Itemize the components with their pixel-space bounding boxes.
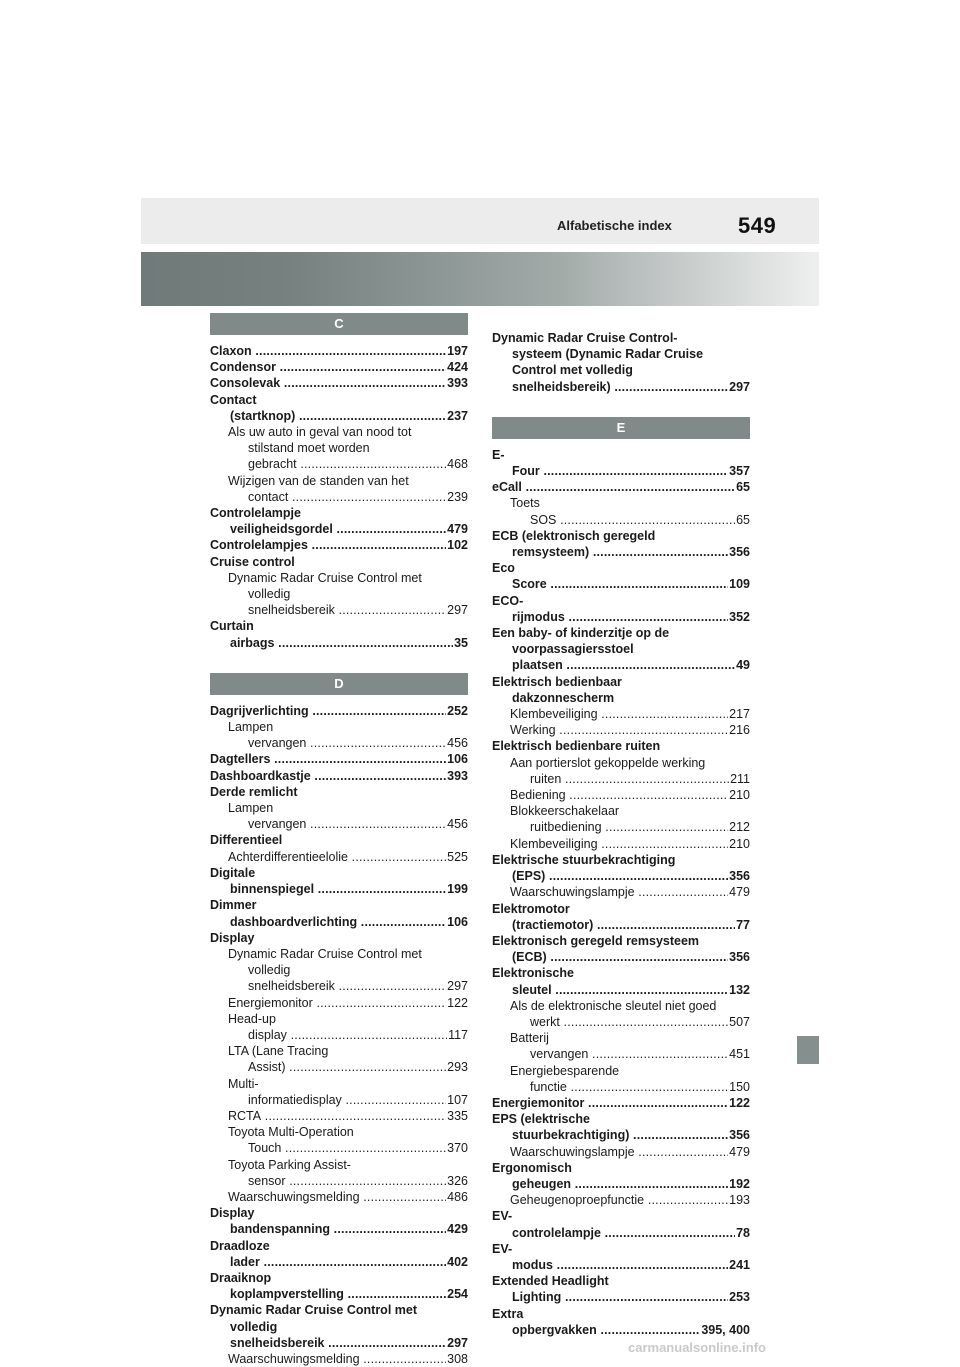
- index-subentry: [210, 1351, 468, 1367]
- index-entry: [210, 392, 468, 424]
- entry-page-number: 357: [729, 464, 750, 479]
- index-entry: [210, 865, 468, 897]
- entry-text: Dynamic Radar Cruise Control-systeem (Dynamic Radar Cruise Control met volledig snelheidsbereik) .....: [492, 330, 750, 395]
- entry-text: Klembeveiliging .....: [510, 706, 750, 722]
- entry-page-number: 456: [447, 817, 468, 832]
- entry-text: Een baby- of kinderzitje op de voorpassagiersstoel plaatsen .....: [492, 625, 750, 674]
- index-entry: [210, 784, 468, 800]
- index-subentry: [210, 1124, 468, 1156]
- entry-page-number: 326: [447, 1173, 468, 1188]
- entry-page-number: 77: [736, 917, 750, 932]
- index-subentry: [210, 1076, 468, 1108]
- index-entry: [492, 1306, 750, 1338]
- index-entry: [492, 1111, 750, 1143]
- entry-text: Toets SOS .....: [510, 495, 750, 527]
- index-subentry: [492, 1063, 750, 1095]
- entry-page-number: 479: [447, 522, 468, 537]
- entry-text: ECB (elektronisch geregeld remsysteem) .....: [492, 528, 750, 560]
- entry-page-number: 297: [447, 1335, 468, 1350]
- entry-page-number: 241: [729, 1257, 750, 1272]
- index-entry: [210, 1205, 468, 1237]
- entry-text: Energiemonitor .....: [228, 995, 468, 1011]
- entry-page-number: 132: [729, 982, 750, 997]
- entry-text: Claxon .....: [210, 343, 468, 359]
- entry-text: Als de elektronische sleutel niet goed werkt .....: [510, 998, 750, 1030]
- entry-text: Controlelampjes .....: [210, 537, 468, 553]
- entry-text: Display bandenspanning .....: [210, 1205, 468, 1237]
- index-subentry: [492, 722, 750, 738]
- entry-text: Lampen vervangen .....: [228, 719, 468, 751]
- entry-text: EV-controlelampje .....: [492, 1208, 750, 1240]
- index-subentry: [492, 998, 750, 1030]
- entry-page-number: 479: [729, 1144, 750, 1159]
- entry-page-number: 122: [447, 995, 468, 1010]
- entry-page-number: 199: [447, 882, 468, 897]
- index-subentry: [210, 849, 468, 865]
- entry-text: Elektromotor (tractiemotor) .....: [492, 901, 750, 933]
- entry-text: Batterij vervangen .....: [510, 1030, 750, 1062]
- entry-page-number: 217: [729, 707, 750, 722]
- index-subentry: [210, 1011, 468, 1043]
- entry-text: Derde remlicht: [210, 784, 298, 799]
- entry-text: Contact (startknop) .....: [210, 392, 468, 424]
- index-entry: [492, 528, 750, 560]
- index-subentry: [492, 787, 750, 803]
- entry-text: Display: [210, 930, 255, 945]
- entry-page-number: 239: [447, 489, 468, 504]
- entry-text: Eco Score .....: [492, 560, 750, 592]
- index-subentry: [492, 495, 750, 527]
- entry-text: Elektrisch bedienbaar dakzonnescherm: [492, 674, 622, 705]
- entry-page-number: 65: [736, 512, 750, 527]
- entry-text: Digitale binnenspiegel .....: [210, 865, 468, 897]
- index-entry: [492, 560, 750, 592]
- entry-text: LTA (Lane Tracing Assist) .....: [228, 1043, 468, 1075]
- entry-text: Consolevak .....: [210, 375, 468, 391]
- entry-text: Controlelampje veiligheidsgordel .....: [210, 505, 468, 537]
- index-entry: [210, 618, 468, 650]
- index-entry: [492, 625, 750, 674]
- entry-page-number: 65: [736, 480, 750, 495]
- index-column-right: [492, 330, 750, 1338]
- index-entry: [492, 1095, 750, 1111]
- entry-page-number: 102: [447, 538, 468, 553]
- entry-text: Extended Headlight Lighting .....: [492, 1273, 750, 1305]
- index-subentry: [492, 803, 750, 835]
- entry-page-number: 456: [447, 736, 468, 751]
- entry-page-number: 424: [447, 360, 468, 375]
- entry-text: Draaiknop koplampverstelling .....: [210, 1270, 468, 1302]
- watermark-text: carmanualsonline.info: [628, 1340, 766, 1355]
- section-heading: D: [210, 673, 468, 695]
- index-subentry: [210, 719, 468, 751]
- entry-page-number: 192: [729, 1176, 750, 1191]
- entry-text: Elektrische stuurbekrachtiging (EPS) .....: [492, 852, 750, 884]
- entry-page-number: 356: [729, 545, 750, 560]
- entry-page-number: 352: [729, 609, 750, 624]
- index-subentry: [492, 836, 750, 852]
- entry-text: EV-modus .....: [492, 1241, 750, 1273]
- entry-page-number: 525: [447, 849, 468, 864]
- entry-text: Waarschuwingsmelding .....: [228, 1351, 468, 1367]
- entry-page-number: 211: [730, 771, 750, 786]
- entry-text: Dynamic Radar Cruise Control met volledig snelheidsbereik .....: [228, 946, 468, 995]
- index-entry: [492, 1241, 750, 1273]
- index-entry: [210, 537, 468, 553]
- page-title: Alfabetische index: [557, 218, 672, 233]
- entry-text: Blokkeerschakelaar ruitbediening .....: [510, 803, 750, 835]
- entry-page-number: 356: [729, 869, 750, 884]
- entry-page-number: 150: [729, 1079, 750, 1094]
- entry-page-number: 252: [447, 703, 468, 718]
- entry-text: Elektronisch geregeld remsysteem (ECB) .....: [492, 933, 750, 965]
- index-entry: [210, 751, 468, 767]
- entry-text: Energiebesparende functie .....: [510, 1063, 750, 1095]
- entry-page-number: 308: [447, 1351, 468, 1366]
- entry-text: Aan portierslot gekoppelde werking ruiten .....: [510, 755, 750, 787]
- index-subentry: [210, 570, 468, 619]
- entry-text: Dimmer dashboardverlichting .....: [210, 897, 468, 929]
- entry-page-number: 106: [447, 752, 468, 767]
- index-entry: [492, 1273, 750, 1305]
- entry-page-number: 507: [729, 1014, 750, 1029]
- index-entry: [210, 554, 468, 570]
- index-subentry: [492, 1030, 750, 1062]
- index-entry: [210, 375, 468, 391]
- entry-page-number: 237: [447, 408, 468, 423]
- entry-page-number: 393: [447, 376, 468, 391]
- entry-text: Extra opbergvakken .....: [492, 1306, 750, 1338]
- index-entry: [492, 738, 750, 754]
- entry-text: RCTA .....: [228, 1108, 468, 1124]
- entry-page-number: 356: [729, 1128, 750, 1143]
- index-entry: [210, 343, 468, 359]
- page-number: 549: [738, 213, 777, 238]
- entry-text: Waarschuwingsmelding .....: [228, 1189, 468, 1205]
- header-band: [141, 198, 819, 244]
- index-entry: [210, 359, 468, 375]
- entry-text: Dagrijverlichting .....: [210, 703, 468, 719]
- index-entry: [492, 593, 750, 625]
- index-subentry: [210, 424, 468, 473]
- index-entry: [492, 447, 750, 479]
- section-spacer: [210, 651, 468, 673]
- entry-page-number: 107: [447, 1092, 468, 1107]
- entry-text: Toyota Multi-Operation Touch .....: [228, 1124, 468, 1156]
- section-heading: E: [492, 417, 750, 439]
- index-subentry: [210, 1108, 468, 1124]
- entry-text: Elektrisch bedienbare ruiten: [492, 739, 661, 754]
- entry-text: Waarschuwingslampje .....: [510, 1144, 750, 1160]
- entry-text: E-Four .....: [492, 447, 750, 479]
- index-subentry: [210, 1043, 468, 1075]
- entry-text: Cruise control: [210, 554, 295, 569]
- entry-text: Dashboardkastje .....: [210, 768, 468, 784]
- index-entry: [492, 330, 750, 395]
- entry-text: Klembeveiliging .....: [510, 836, 750, 852]
- entry-page-number: 210: [729, 788, 750, 803]
- entry-page-number: 253: [729, 1290, 750, 1305]
- section-heading: C: [210, 313, 468, 335]
- entry-text: Differentieel: [210, 833, 283, 848]
- entry-text: Dagtellers .....: [210, 751, 468, 767]
- index-subentry: [210, 1189, 468, 1205]
- entry-text: Bediening .....: [510, 787, 750, 803]
- entry-text: Draadloze lader .....: [210, 1238, 468, 1270]
- entry-text: Werking .....: [510, 722, 750, 738]
- entry-page-number: 297: [447, 979, 468, 994]
- entry-page-number: 122: [729, 1095, 750, 1110]
- index-subentry: [492, 706, 750, 722]
- index-subentry: [210, 800, 468, 832]
- index-entry: [210, 703, 468, 719]
- entry-text: Geheugenoproepfunctie .....: [510, 1192, 750, 1208]
- entry-text: ECO-rijmodus .....: [492, 593, 750, 625]
- decorative-gradient-band: [141, 252, 819, 306]
- entry-text: Multi-informatiedisplay .....: [228, 1076, 468, 1108]
- entry-page-number: 109: [729, 577, 750, 592]
- entry-page-number: 402: [447, 1254, 468, 1269]
- index-subentry: [492, 1144, 750, 1160]
- index-entry: [210, 505, 468, 537]
- index-subentry: [210, 473, 468, 505]
- entry-text: Waarschuwingslampje .....: [510, 884, 750, 900]
- entry-text: Dynamic Radar Cruise Control met volledig snelheidsbereik .....: [210, 1302, 468, 1351]
- entry-text: Achterdifferentieelolie .....: [228, 849, 468, 865]
- entry-page-number: 479: [729, 885, 750, 900]
- index-entry: [492, 1208, 750, 1240]
- index-subentry: [210, 946, 468, 995]
- section-tab-marker: [797, 1036, 819, 1064]
- index-entry: [492, 852, 750, 884]
- index-subentry: [492, 1192, 750, 1208]
- index-subentry: [492, 884, 750, 900]
- entry-text: Head-up display .....: [228, 1011, 468, 1043]
- entry-page-number: 429: [447, 1222, 468, 1237]
- entry-page-number: 356: [729, 950, 750, 965]
- index-entry: [492, 965, 750, 997]
- index-subentry: [210, 1157, 468, 1189]
- index-entry: [210, 930, 468, 946]
- entry-page-number: 297: [729, 379, 750, 394]
- index-entry: [210, 1238, 468, 1270]
- index-entry: [492, 933, 750, 965]
- entry-text: Ergonomisch geheugen .....: [492, 1160, 750, 1192]
- entry-page-number: 293: [447, 1060, 468, 1075]
- entry-page-number: 35: [454, 635, 468, 650]
- index-column-left: [210, 316, 468, 1367]
- entry-text: eCall .....: [492, 479, 750, 495]
- entry-page-number: 197: [447, 344, 468, 358]
- index-entry: [492, 1160, 750, 1192]
- entry-text: Curtain airbags .....: [210, 618, 468, 650]
- entry-page-number: 212: [729, 820, 750, 835]
- index-subentry: [210, 995, 468, 1011]
- entry-page-number: 395, 400: [701, 1322, 750, 1337]
- entry-page-number: 106: [447, 914, 468, 929]
- entry-page-number: 254: [447, 1287, 468, 1302]
- entry-page-number: 193: [729, 1193, 750, 1208]
- entry-text: Dynamic Radar Cruise Control met volledig snelheidsbereik .....: [228, 570, 468, 619]
- index-subentry: [492, 755, 750, 787]
- entry-text: Als uw auto in geval van nood tot stilstand moet worden gebracht .....: [228, 424, 468, 473]
- entry-page-number: 297: [447, 603, 468, 618]
- entry-page-number: 468: [447, 457, 468, 472]
- section-spacer: [492, 395, 750, 417]
- entry-text: Wijzigen van de standen van het contact .....: [228, 473, 468, 505]
- entry-page-number: 78: [736, 1225, 750, 1240]
- index-entry: [492, 901, 750, 933]
- index-entry: [492, 674, 750, 706]
- entry-page-number: 451: [729, 1047, 750, 1062]
- entry-page-number: 210: [729, 836, 750, 851]
- entry-text: Lampen vervangen .....: [228, 800, 468, 832]
- entry-page-number: 370: [447, 1141, 468, 1156]
- index-entry: [210, 1270, 468, 1302]
- entry-text: Toyota Parking Assist-sensor .....: [228, 1157, 468, 1189]
- index-entry: [210, 1302, 468, 1351]
- entry-text: Condensor .....: [210, 359, 468, 375]
- entry-page-number: 486: [447, 1189, 468, 1204]
- index-entry: [210, 768, 468, 784]
- entry-page-number: 117: [448, 1027, 468, 1042]
- entry-text: Energiemonitor .....: [492, 1095, 750, 1111]
- entry-page-number: 393: [447, 768, 468, 783]
- index-entry: [492, 479, 750, 495]
- entry-text: Elektronische sleutel .....: [492, 965, 750, 997]
- index-entry: [210, 832, 468, 848]
- entry-page-number: 49: [736, 658, 750, 673]
- entry-page-number: 335: [447, 1108, 468, 1123]
- entry-page-number: 216: [729, 723, 750, 738]
- entry-text: EPS (elektrische stuurbekrachtiging) .....: [492, 1111, 750, 1143]
- index-entry: [210, 897, 468, 929]
